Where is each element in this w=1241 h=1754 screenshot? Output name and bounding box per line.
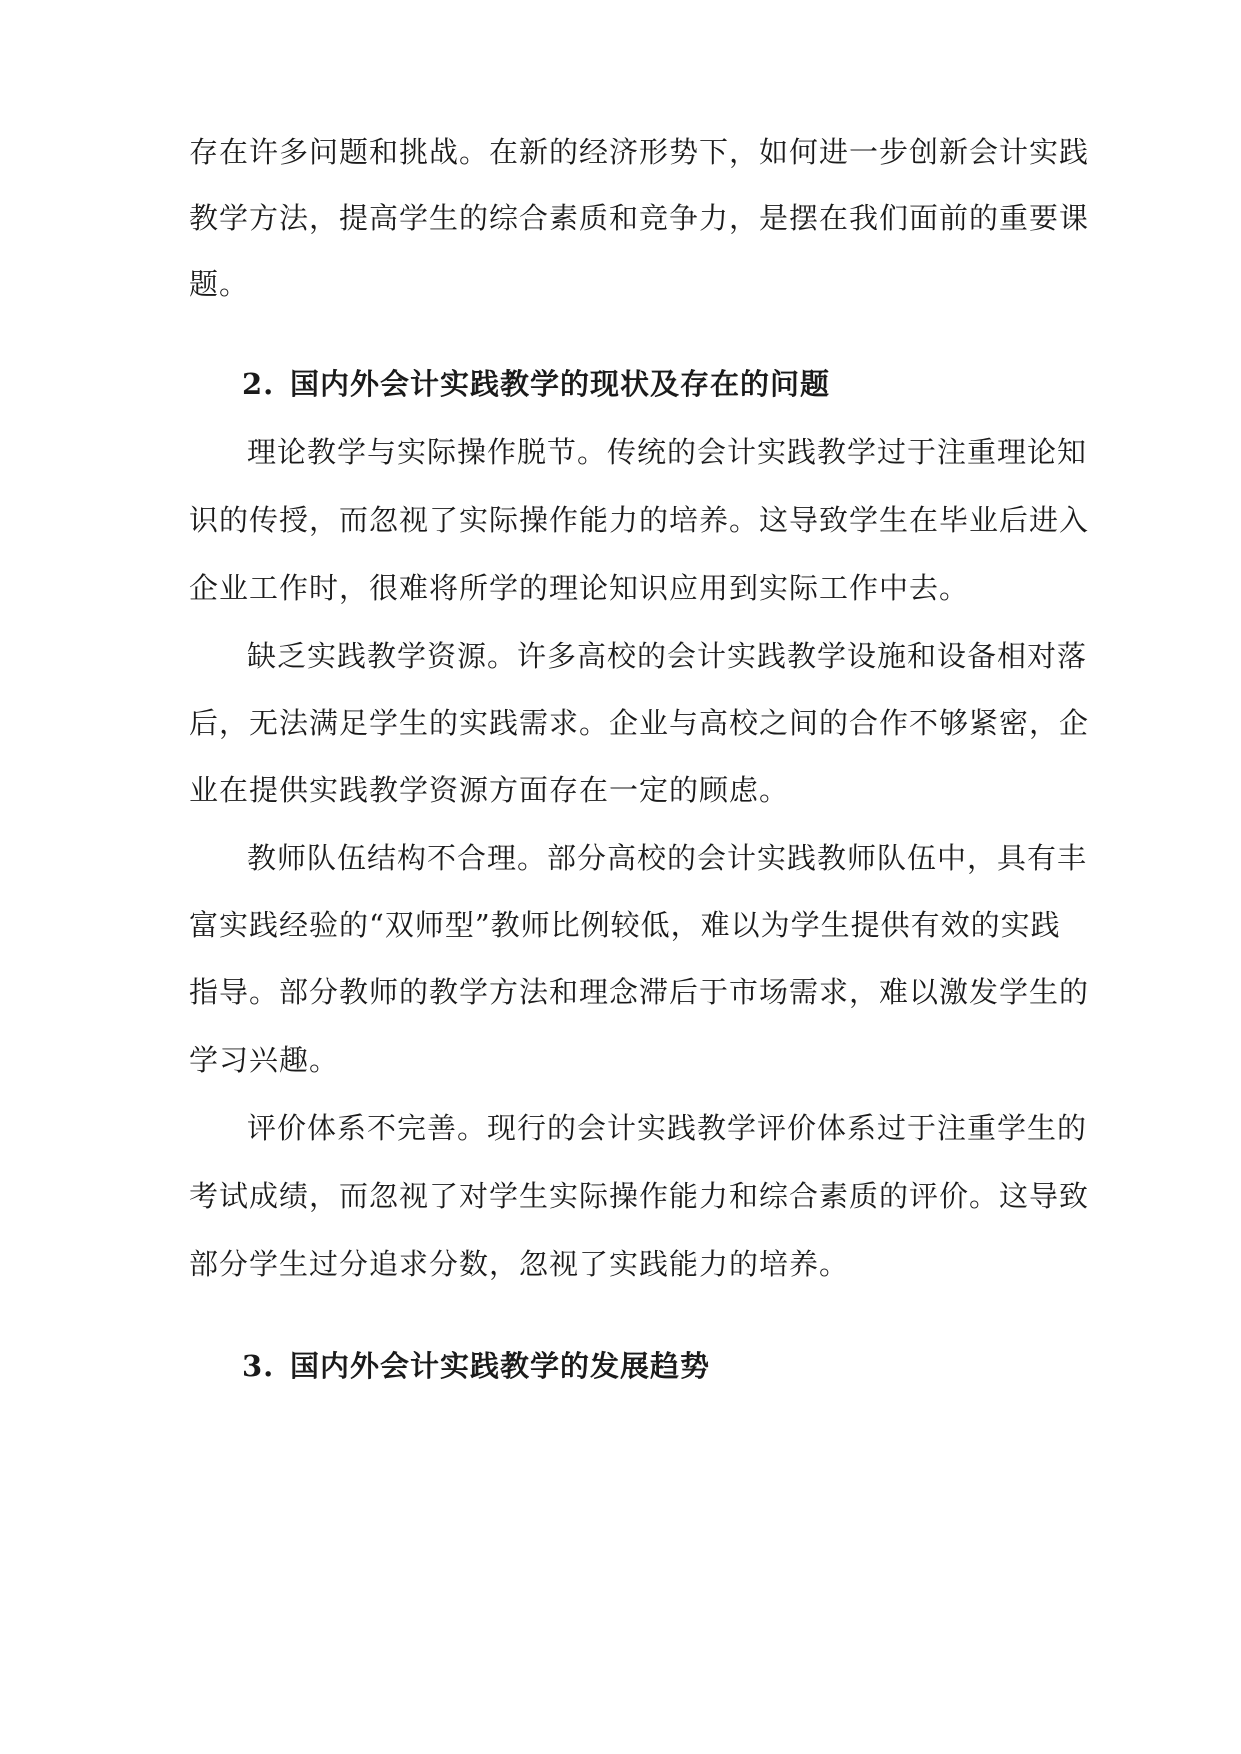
p2-line-1: 缺乏实践教学资源。许多高校的会计实践教学设施和设备相对落	[247, 639, 1088, 673]
intro-line-2: 教学方法，提高学生的综合素质和竞争力，是摆在我们面前的重要课	[189, 201, 1090, 235]
p4-line-2: 考试成绩，而忽视了对学生实际操作能力和综合素质的评价。这导致	[189, 1179, 1090, 1213]
section-3-heading	[242, 1346, 710, 1386]
p4-line-1: 评价体系不完善。现行的会计实践教学评价体系过于注重学生的	[247, 1111, 1088, 1145]
intro-line-1: 存在许多问题和挑战。在新的经济形势下，如何进一步创新会计实践	[189, 135, 1090, 169]
section-2-heading	[242, 364, 830, 404]
p2-line-2: 后，无法满足学生的实践需求。企业与高校之间的合作不够紧密，企	[189, 706, 1090, 740]
p1-line-1: 理论教学与实际操作脱节。传统的会计实践教学过于注重理论知	[247, 435, 1088, 469]
p3-line-2: 富实践经验的“双师型”教师比例较低，难以为学生提供有效的实践	[189, 908, 1061, 942]
section-3-number: 3.	[242, 1349, 275, 1383]
p3-line-4: 学习兴趣。	[189, 1043, 340, 1077]
p1-line-3: 企业工作时，很难将所学的理论知识应用到实际工作中去。	[189, 571, 970, 605]
p2-line-3: 业在提供实践教学资源方面存在一定的顾虑。	[189, 773, 790, 807]
intro-line-3: 题。	[189, 267, 250, 301]
p4-line-3: 部分学生过分追求分数，忽视了实践能力的培养。	[189, 1247, 850, 1281]
p1-line-2: 识的传授，而忽视了实际操作能力的培养。这导致学生在毕业后进入	[189, 503, 1090, 537]
p3-line-3: 指导。部分教师的教学方法和理念滞后于市场需求，难以激发学生的	[189, 975, 1090, 1009]
section-2-title: 国内外会计实践教学的现状及存在的问题	[290, 367, 831, 401]
section-2-number: 2.	[242, 367, 275, 401]
section-3-title: 国内外会计实践教学的发展趋势	[290, 1349, 711, 1383]
p3-line-1: 教师队伍结构不合理。部分高校的会计实践教师队伍中，具有丰	[247, 841, 1088, 875]
